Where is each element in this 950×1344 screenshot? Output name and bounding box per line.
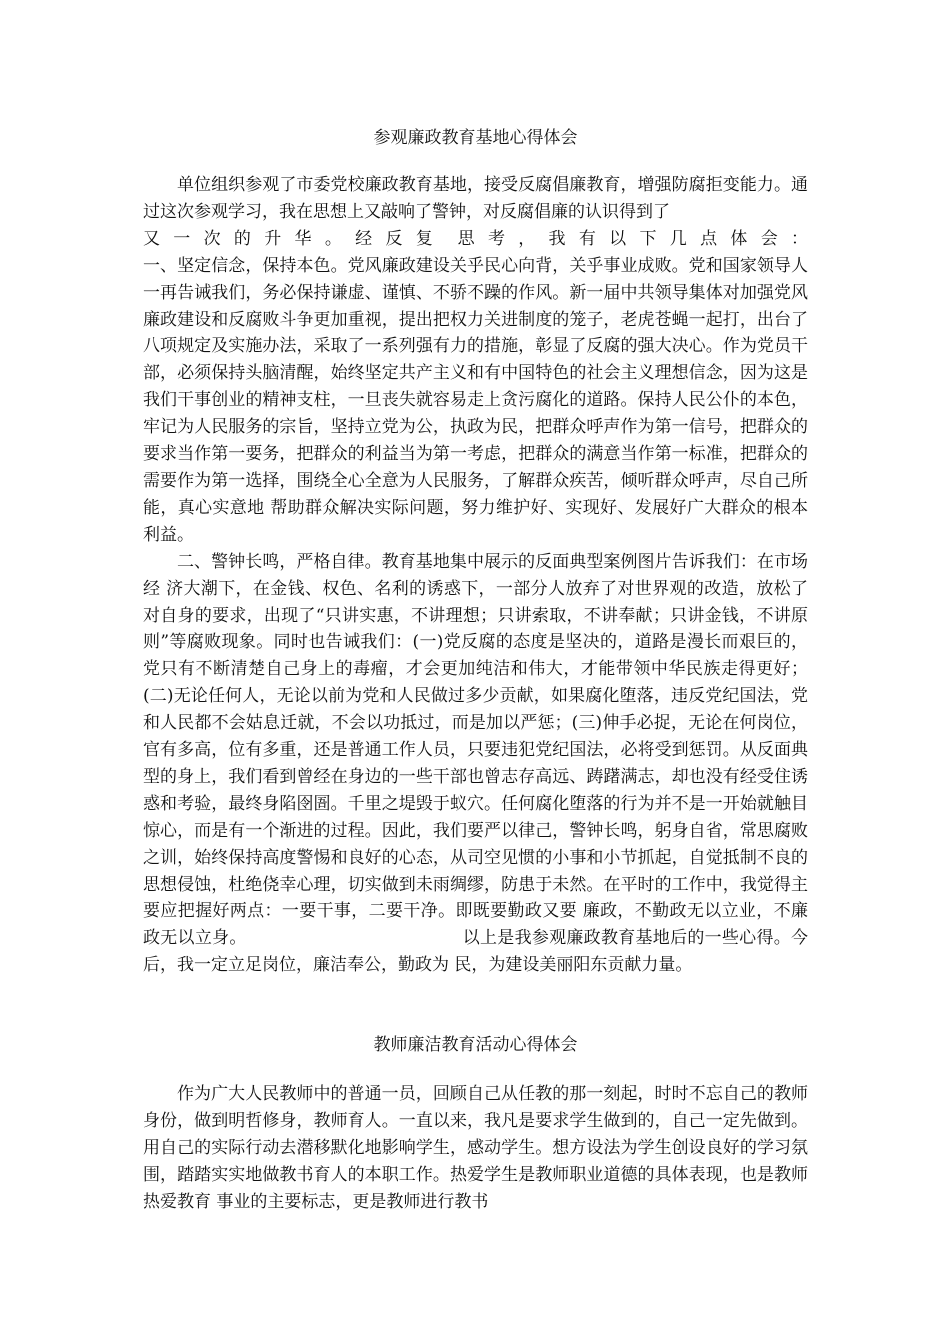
section-1-point-2: 二、警钟长鸣，严格自律。教育基地集中展示的反面典型案例图片告诉我们：在市场经 济大潮下，在金钱、权色、名利的诱惑下，一部分人放弃了对世界观的改造，放松了对自身的要求，出现了“只讲实惠，不讲理想；只讲索取，不讲奉献；只讲金钱，不讲原则”等腐败现象。同时也告诫我们：(一)党反腐的态度是坚决的，道路是漫长而艰巨的，党只有不断清楚自己身上的毒瘤，才会更加纯洁和伟大，才能带领中华民族走得更好；(二)无论任何人，无论以前为党和人民做过多少贡献，如果腐化堕落，违反党纪国法，党和人民都不会姑息迁就，不会以功抵过，而是加以严惩；(三)伸手必捉，无论在何岗位，官有多高，位有多重，还是普通工作人员，只要违犯党纪国法，必将受到惩罚。从反面典型的身上，我们看到曾经在身边的一些干部也曾志存高远、踌躇满志，却也没有经受住诱惑和考验，最终身陷囹圄。千里之堤毁于蚁穴。任何腐化堕落的行为并不是一开始就触目惊心，而是有一个渐进的过程。因此，我们要严以律己，警钟长鸣，躬身自省，常思腐败之训，始终保持高度警惕和良好的心态，从司空见惯的小事和小节抓起，自觉抵制不良的思想侵蚀，杜绝侥幸心理，切实做到未雨绸缪，防患于未然。在平时的工作中，我觉得主要应把握好两点：一要干事，二要干净。即既要勤政又要 廉政，不勤政无以立业，不廉政无以立身。 以上是我参观廉政教育基地后的一些心得。今后，我一定立足岗位，廉洁奉公，勤政为 民，为建设美丽阳东贡献力量。: [143, 551, 808, 976]
document-page: [143, 0, 808, 1216]
section-1-intro: 单位组织参观了市委党校廉政教育基地，接受反腐倡廉教育，增强防腐拒变能力。通过这次参观学习，我在思想上又敲响了警钟，对反腐倡廉的认识得到了: [143, 175, 808, 222]
section-1-intro-continued: 又 一 次 的 升 华 。 经 反 复 思 考 ， 我 有 以 下 几 点 体 会 ：: [143, 228, 808, 249]
section-2-body: [143, 1081, 808, 1216]
section-1-point-1: 一、坚定信念，保持本色。党风廉政建设关乎民心向背，关乎事业成败。党和国家领导人一再告诫我们，务必保持谦虚、谨慎、不骄不躁的作风。新一届中共领导集体对加强党风廉政建设和反腐败斗争更加重视，提出把权力关进制度的笼子，老虎苍蝇一起打，出台了八项规定及实施办法，采取了一系列强有力的措施，彰显了反腐的强大决心。作为党员干部，必须保持头脑清醒，始终坚定共产主义和有中国特色的社会主义理想信念，因为这是我们干事创业的精神支柱，一旦丧失就容易走上贪污腐化的道路。保持人民公仆的本色，牢记为人民服务的宗旨，坚持立党为公，执政为民，把群众呼声作为第一信号，把群众的要求当作第一要务，把群众的利益当为第一考虑，把群众的满意当作第一标准，把群众的需要作为第一选择，围绕全心全意为人民服务，了解群众疾苦，倾听群众呼声，尽自己所能，真心实意地 帮助群众解决实际问题，努力维护好、实现好、发展好广大群众的根本利益。: [143, 255, 808, 545]
section-2-title: 教师廉洁教育活动心得体会: [373, 1035, 578, 1056]
section-1-title: 参观廉政教育基地心得体会: [373, 128, 578, 148]
section-1-body: [143, 172, 808, 979]
section-2-paragraph: 作为广大人民教师中的普通一员，回顾自己从任教的那一刻起，时时不忘自己的教师身份，做到明哲修身，教师育人。一直以来，我凡是要求学生做到的，自己一定先做到。用自己的实际行动去潜移默化地影响学生，感动学生。想方设法为学生创设良好的学习氛围，踏踏实实地做教书育人的本职工作。热爱学生是教师职业道德的具体表现，也是教师热爱教育 事业的主要标志，更是教师进行教书: [143, 1084, 808, 1212]
